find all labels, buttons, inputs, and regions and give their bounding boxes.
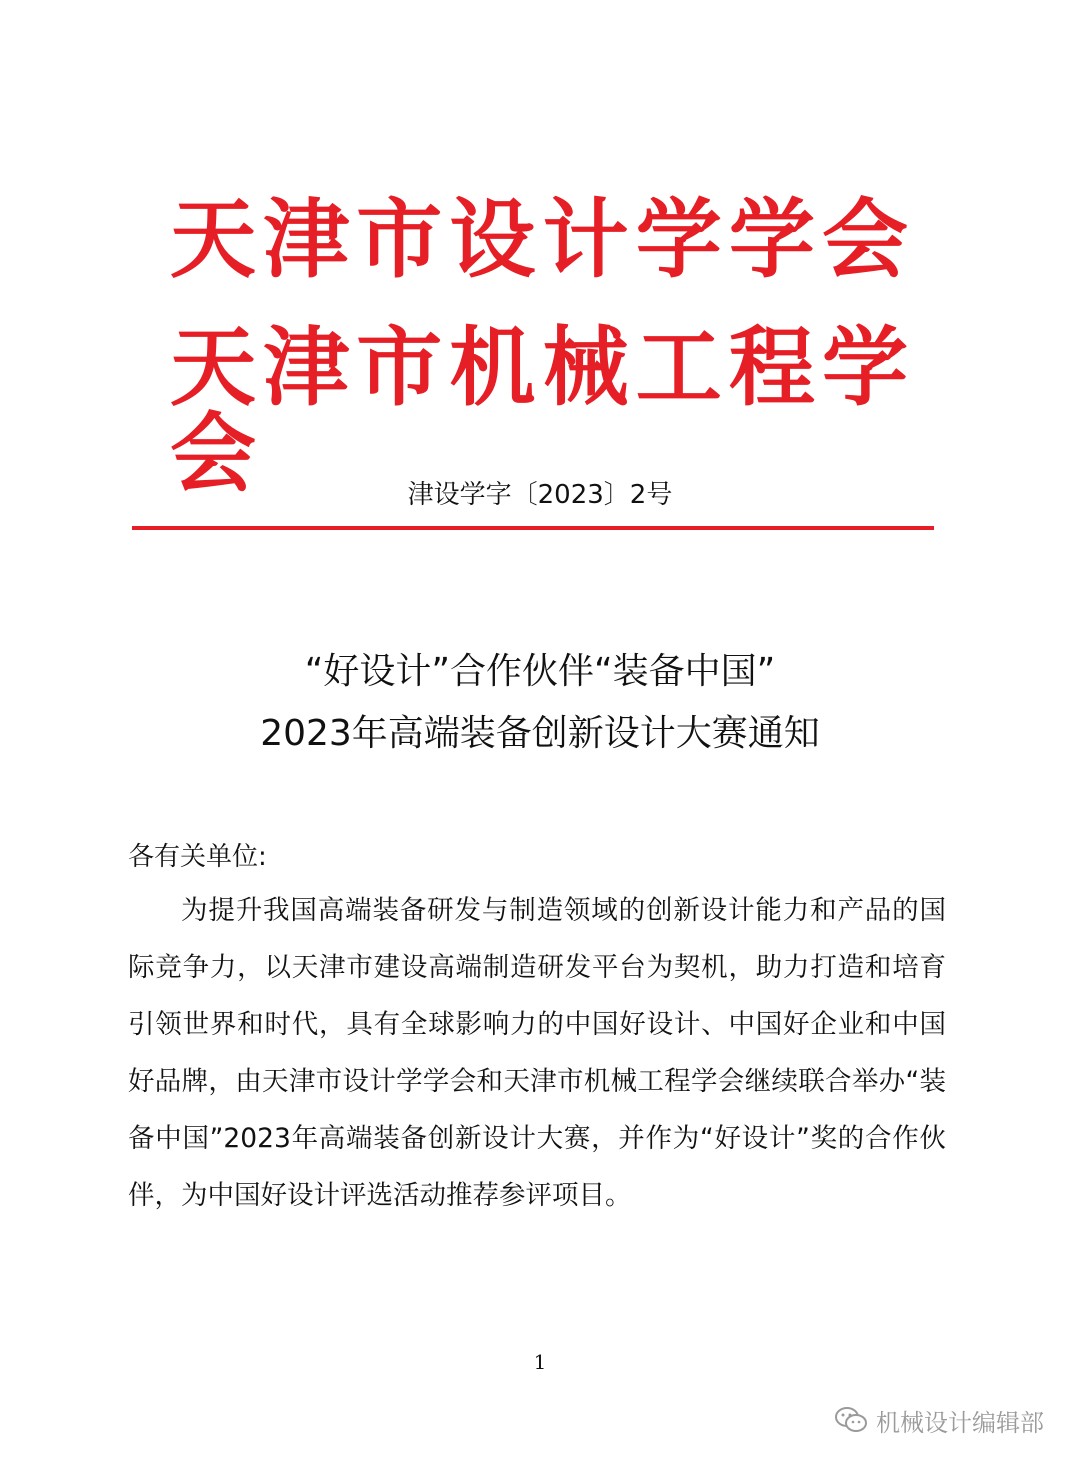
notice-title-line-2: 2023年高端装备创新设计大赛通知 xyxy=(260,713,820,754)
watermark xyxy=(834,1400,1044,1440)
red-divider-line xyxy=(132,526,934,530)
watermark-text: 机械设计编辑部 xyxy=(876,1408,1044,1437)
document-number: 津设学字〔2023〕2号 xyxy=(407,480,673,510)
letterhead-org-2: 天津市机械工程学会 xyxy=(170,317,910,504)
wechat-icon xyxy=(834,1405,868,1435)
salutation: 各有关单位: xyxy=(128,842,267,872)
letterhead-org-1: 天津市设计学学会 xyxy=(170,189,910,290)
body-paragraph: 为提升我国高端装备研发与制造领域的创新设计能力和产品的国际竞争力，以天津市建设高端制造研发平台为契机，助力打造和培育引领世界和时代，具有全球影响力的中国好设计、中国好企业和中国好品牌，由天津市设计学学会和天津市机械工程学会继续联合举办“装备中国”2023年高端装备创新设计大赛，并作为“好设计”奖的合作伙伴，为中国好设计评选活动推荐参评项目。 xyxy=(128,895,946,1211)
page-number: 1 xyxy=(533,1350,547,1374)
notice-title-line-1: “好设计”合作伙伴“装备中国” xyxy=(304,651,776,692)
